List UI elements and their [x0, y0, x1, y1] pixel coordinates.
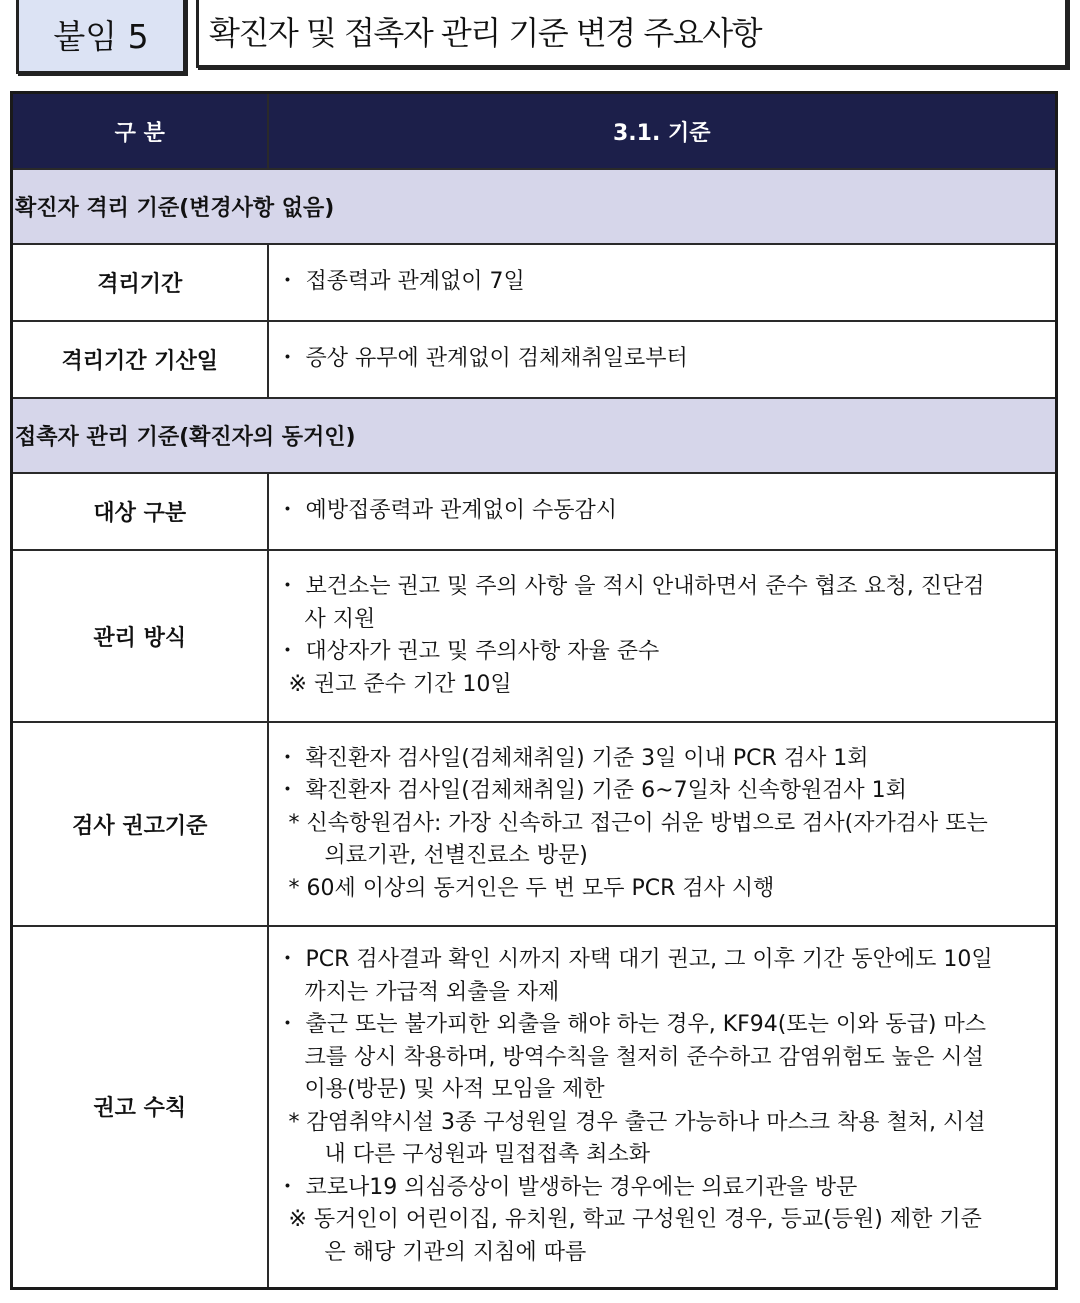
table-header-row	[12, 93, 1057, 170]
table-row	[12, 321, 1057, 398]
table-row	[12, 926, 1057, 1288]
content-line: 은 해당 기관의 지침에 따름	[324, 1239, 587, 1265]
content-line: ・ 보건소는 권고 및 주의 사항 을 적시 안내하면서 준수 협조 요청, 진단검	[276, 574, 985, 599]
row-label: 격리기간	[12, 244, 268, 321]
content-line: ・ PCR 검사결과 확인 시까지 자택 대기 권고, 그 이후 기간 동안에도 10일	[276, 947, 993, 973]
content-line: 사 지원	[304, 606, 376, 632]
row-label: 관리 방식	[12, 550, 268, 722]
content-line: ・ 출근 또는 불가피한 외출을 해야 하는 경우, KF94(또는 이와 동급) 마스	[276, 1012, 986, 1038]
section-row-isolation	[12, 169, 1057, 244]
row-content	[268, 550, 1057, 722]
content-line: 까지는 가급적 외출을 자제	[304, 979, 560, 1005]
content-line: ※ 동거인이 어린이집, 유치원, 학교 구성원인 경우, 등교(등원) 제한 기준	[288, 1207, 982, 1233]
content-line: ・ 증상 유무에 관계없이 검체채취일로부터	[276, 346, 688, 372]
content-line: 내 다른 구성원과 밀접접촉 최소화	[324, 1142, 651, 1168]
content-line: ・ 확진환자 검사일(검체채취일) 기준 6~7일차 신속항원검사 1회	[276, 778, 907, 804]
row-content	[268, 722, 1057, 926]
content-line: ・ 확진환자 검사일(검체채취일) 기준 3일 이내 PCR 검사 1회	[276, 745, 869, 771]
row-label: 대상 구분	[12, 473, 268, 550]
row-label: 권고 수칙	[12, 926, 268, 1288]
row-content	[268, 321, 1057, 398]
column-header-category: 구 분	[12, 93, 268, 170]
section-row-contacts	[12, 398, 1057, 473]
content-line: 의료기관, 선별진료소 방문)	[324, 843, 588, 869]
section-title: 확진자 격리 기준(변경사항 없음)	[12, 169, 1057, 244]
attachment-tag: 붙임 5	[16, 0, 186, 74]
document-title: 확진자 및 접촉자 관리 기준 변경 주요사항	[196, 0, 1068, 68]
content-line: ※ 권고 준수 기간 10일	[288, 671, 512, 697]
content-line: 이용(방문) 및 사적 모임을 제한	[304, 1077, 605, 1103]
row-content	[268, 473, 1057, 550]
table-row	[12, 722, 1057, 926]
content-line: ・ 접종력과 관계없이 7일	[276, 269, 525, 295]
content-line: ・ 대상자가 권고 및 주의사항 자율 준수	[276, 639, 660, 664]
content-line: ・ 예방접종력과 관계없이 수동감시	[276, 498, 618, 524]
section-title: 접촉자 관리 기준(확진자의 동거인)	[12, 398, 1057, 473]
column-header-criteria: 3.1. 기준	[268, 93, 1057, 170]
row-label: 검사 권고기준	[12, 722, 268, 926]
criteria-table	[10, 91, 1058, 1290]
content-line: ・ 코로나19 의심증상이 발생하는 경우에는 의료기관을 방문	[276, 1174, 858, 1200]
content-line: * 신속항원검사: 가장 신속하고 접근이 쉬운 방법으로 검사(자가검사 또는	[288, 810, 988, 836]
content-line: * 60세 이상의 동거인은 두 번 모두 PCR 검사 시행	[288, 875, 775, 901]
row-content	[268, 244, 1057, 321]
table-row	[12, 244, 1057, 321]
table-row	[12, 473, 1057, 550]
row-content	[268, 926, 1057, 1288]
document-header	[0, 0, 1080, 76]
table-row	[12, 550, 1057, 722]
content-line: * 감염취약시설 3종 구성원일 경우 출근 가능하나 마스크 착용 철처, 시설	[288, 1109, 986, 1135]
row-label: 격리기간 기산일	[12, 321, 268, 398]
content-line: 크를 상시 착용하며, 방역수칙을 철저히 준수하고 감염위험도 높은 시설	[304, 1044, 984, 1070]
